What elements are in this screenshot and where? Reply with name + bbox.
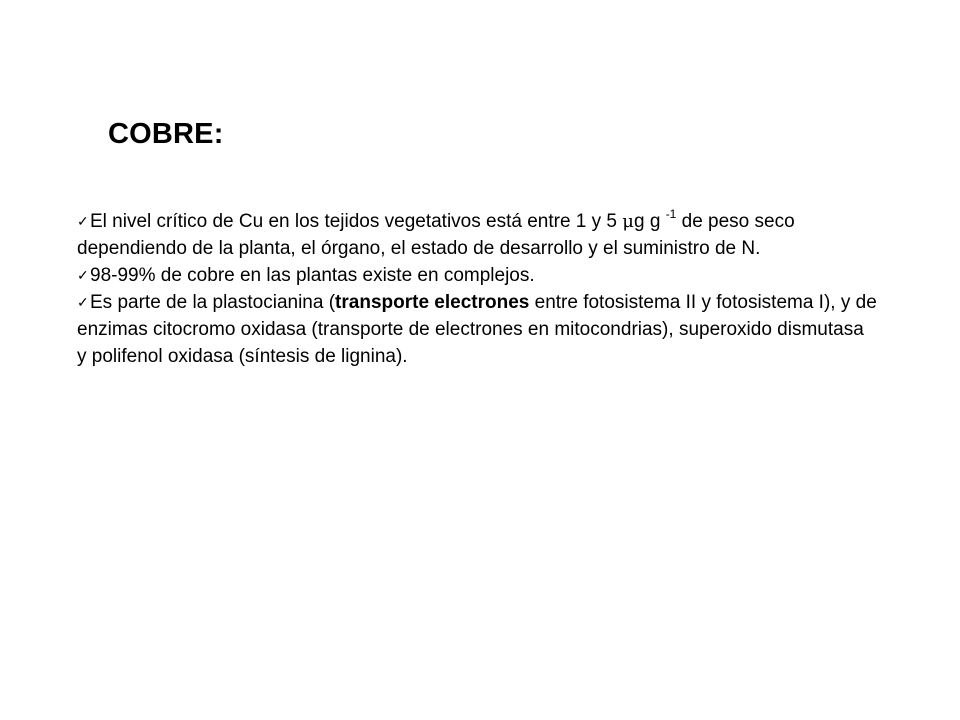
superscript: -1 (665, 207, 677, 221)
bullet-text: entre fotosistema II y fotosistema I), y de enzimas citocromo oxidasa (transporte de electrones en mitocondrias), superoxido dismutasa y polifenol oxidasa (síntesis de lignina). (77, 292, 877, 367)
bullet-item-copper-complexes (77, 262, 877, 289)
bullet-item-plastocyanin (77, 289, 877, 370)
micro-symbol: μ (622, 211, 634, 232)
bullet-list (77, 208, 877, 370)
bullet-text: 98-99% de cobre en las plantas existe en complejos. (90, 265, 535, 286)
slide-title: COBRE: (108, 118, 224, 150)
check-mark-icon: ✓ (77, 294, 89, 310)
bullet-text: El nivel crítico de Cu en los tejidos vegetativos está entre 1 y 5 (90, 211, 623, 232)
bullet-bold-text: transporte electrones (335, 292, 530, 313)
check-mark-icon: ✓ (77, 213, 89, 229)
bullet-text: Es parte de la plastocianina ( (90, 292, 336, 313)
bullet-item-cu-critical-level (77, 208, 877, 262)
bullet-text: g g (633, 211, 666, 232)
bullet-text: de peso seco dependiendo de la planta, el órgano, el estado de desarrollo y el suministro de N. (77, 211, 795, 259)
check-mark-icon: ✓ (77, 267, 89, 283)
